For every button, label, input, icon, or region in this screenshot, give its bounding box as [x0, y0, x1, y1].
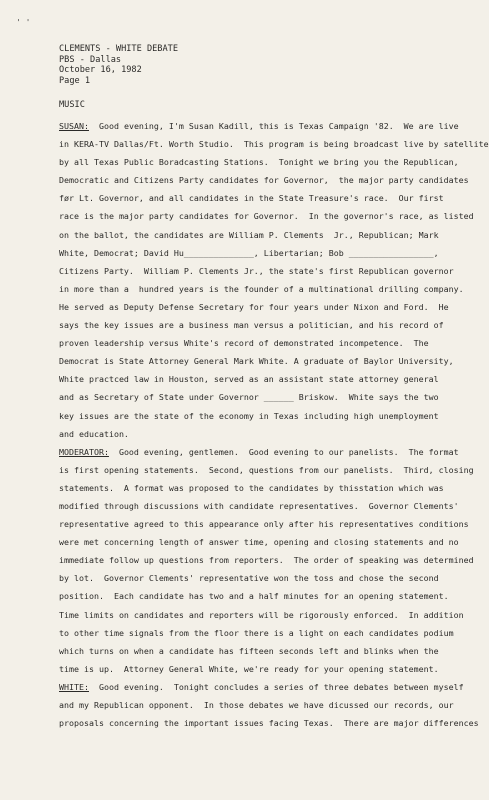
line-text: He served as Deputy Defense Secretary for four years under Nixon and Ford. He — [59, 301, 449, 312]
line-text: to other time signals from the floor there is a light on each candidates podium — [59, 627, 454, 638]
transcript-line — [59, 606, 469, 624]
transcript-line — [59, 515, 469, 533]
date-line: October 16, 1982 — [59, 65, 142, 76]
speaker-label: MODERATOR: — [59, 446, 109, 457]
transcript-line — [59, 479, 469, 497]
line-text: Good evening. Tonight concludes a series of three debates between myself — [88, 681, 464, 692]
transcript-line — [59, 117, 469, 135]
line-text: which turns on when a candidate has fifteen seconds left and blinks when the — [59, 645, 439, 656]
line-text: key issues are the state of the economy in Texas including high unemployment — [59, 410, 439, 421]
margin-marks: ' ' — [16, 18, 31, 27]
line-text: is first opening statements. Second, questions from our panelists. Third, closing — [59, 464, 474, 475]
station-line: PBS - Dallas — [59, 54, 122, 65]
line-text: proven leadership versus White's record of demonstrated incompetence. The — [59, 338, 429, 349]
transcript-line — [59, 171, 469, 189]
speaker-label: WHITE: — [59, 681, 89, 692]
line-text: says the key issues are a business man versus a politician, and his record of — [59, 320, 444, 331]
line-text: and my Republican opponent. In those debates we have dicussed our records, our — [59, 700, 454, 710]
line-text: Democrat is State Attorney General Mark White. A graduate of Baylor University, — [59, 356, 454, 367]
line-text: in more than a hundred years is the founder of a multinational drilling company. — [59, 283, 464, 294]
transcript-line — [59, 316, 469, 334]
transcript-line — [59, 153, 469, 171]
transcript-line — [59, 352, 469, 370]
transcript-line — [59, 533, 469, 551]
transcript-line — [59, 587, 469, 605]
line-text: time is up. Attorney General White, we're ready for your opening statement. — [59, 663, 439, 674]
transcript-line — [59, 407, 469, 425]
transcript-line — [59, 569, 469, 587]
transcript-line — [59, 443, 469, 461]
transcript-line — [59, 280, 469, 298]
document-title: CLEMENTS - WHITE DEBATE — [59, 44, 178, 54]
line-text: statements. A format was proposed to the candidates by thisstation which was — [59, 482, 444, 493]
line-text: Citizens Party. William P. Clements Jr., the state's first Republican governor — [59, 265, 454, 276]
line-text: and education. — [59, 428, 129, 439]
music-cue: MUSIC — [59, 100, 85, 110]
line-text: før Lt. Governor, and all candidates in the State Treasure's race. Our first — [59, 193, 444, 204]
transcript-line — [59, 189, 469, 207]
transcript-line — [59, 298, 469, 316]
line-text: and as Secretary of State under Governor ______ Briskow. White says the two — [59, 392, 439, 403]
line-text: Democratic and Citizens Party candidates for Governor, the major party candidates — [59, 175, 469, 186]
line-text: Time limits on candidates and reporters will be rigorously enforced. In addition — [59, 609, 464, 620]
line-text: by lot. Governor Clements' representative won the toss and chose the second — [59, 573, 439, 584]
line-text: Good evening, gentlemen. Good evening to our panelists. The format — [108, 446, 459, 457]
transcript-line — [59, 207, 474, 225]
line-text: position. Each candidate has two and a half minutes for an opening statement. — [59, 591, 449, 602]
transcript-line — [59, 334, 469, 352]
line-text: modified through discussions with candidate representatives. Governor Clements' — [59, 500, 459, 511]
transcript-line — [59, 388, 469, 406]
transcript-line — [59, 262, 469, 280]
transcript-body — [59, 117, 489, 732]
line-text: Good evening, I'm Susan Kadill, this is Texas Campaign '82. We are live — [88, 121, 459, 131]
transcript-line — [59, 135, 489, 153]
transcript-line — [59, 696, 469, 714]
line-text: representative agreed to this appearance only after his representatives conditions — [59, 519, 469, 530]
transcript-line — [59, 370, 469, 388]
transcript-line — [59, 642, 469, 660]
line-text: on the ballot, the candidates are William P. Clements Jr., Republican; Mark — [59, 229, 439, 240]
line-text: were met concerning length of answer time, opening and closing statements and no — [59, 537, 459, 548]
speaker-label: SUSAN: — [59, 121, 89, 131]
transcript-line — [59, 678, 469, 696]
transcript-line — [59, 461, 474, 479]
transcript-line — [59, 660, 469, 678]
line-text: by all Texas Public Boradcasting Stations. Tonight we bring you the Republican, — [59, 157, 459, 168]
page-number: Page 1 — [59, 75, 91, 86]
transcript-line — [59, 425, 469, 443]
transcript-line — [59, 244, 469, 262]
transcript-line — [59, 497, 469, 515]
document-header — [59, 44, 178, 86]
line-text: race is the major party candidates for Governor. In the governor's race, as listed — [59, 211, 474, 222]
transcript-line — [59, 714, 479, 732]
line-text: White, Democrat; David Hu______________, Libertarian; Bob _________________, — [59, 247, 439, 258]
transcript-line — [59, 551, 474, 569]
line-text: proposals concerning the important issues facing Texas. There are major differences — [59, 718, 479, 729]
transcript-line — [59, 226, 469, 244]
line-text: White practced law in Houston, served as an assistant state attorney general — [59, 374, 439, 385]
transcript-line — [59, 624, 469, 642]
line-text: in KERA-TV Dallas/Ft. Worth Studio. This program is being broadcast live by satellite — [59, 139, 489, 150]
line-text: immediate follow up questions from reporters. The order of speaking was determined — [59, 555, 474, 566]
